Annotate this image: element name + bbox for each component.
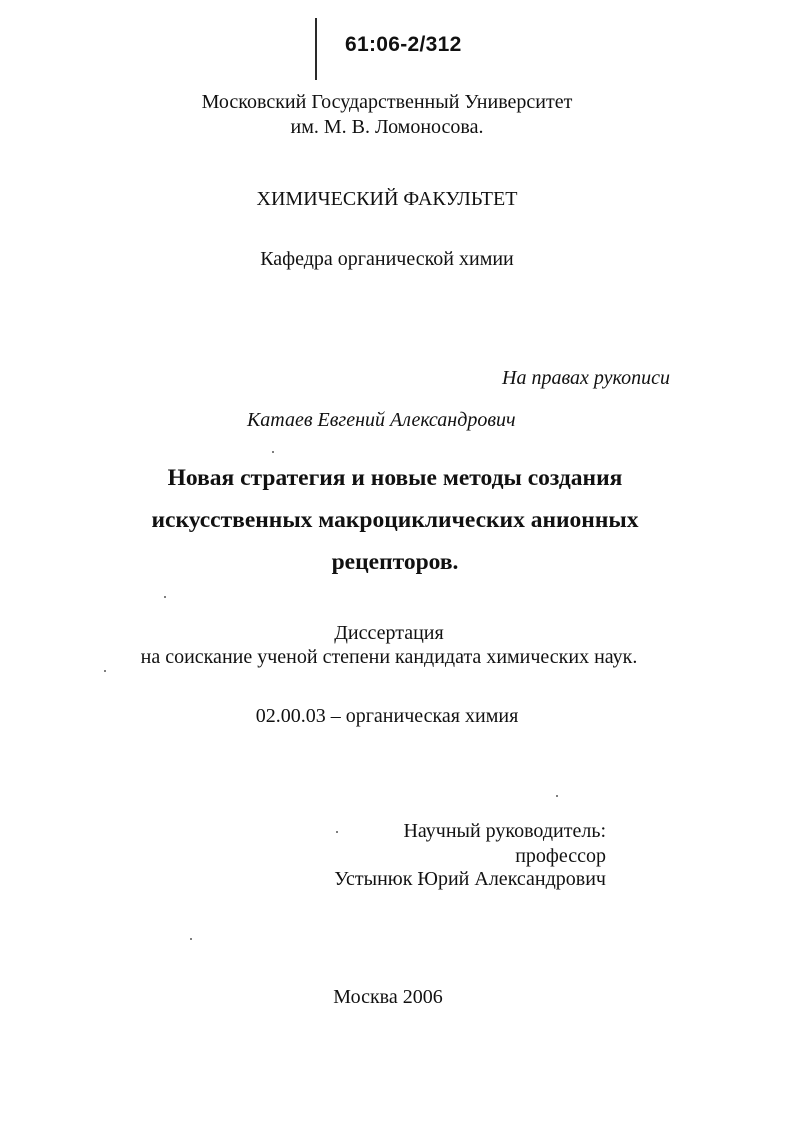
- supervisor-label: Научный руководитель:: [403, 820, 606, 842]
- place-and-year: Москва 2006: [333, 986, 443, 1008]
- archive-stamp-code: 61:06-2/312: [345, 33, 462, 56]
- scan-speck: [336, 831, 338, 833]
- institution-name: Московский Государственный Университет: [201, 91, 573, 113]
- institution-named-after: им. М. В. Ломоносова.: [290, 116, 484, 138]
- specialty-code: 02.00.03 – органическая химия: [255, 705, 519, 727]
- supervisor-name: Устынюк Юрий Александрович: [334, 868, 606, 890]
- manuscript-rights-note: На правах рукописи: [502, 367, 670, 389]
- degree-sought: на соискание ученой степени кандидата химических наук.: [140, 646, 638, 668]
- scan-speck: [190, 938, 192, 940]
- scan-speck: [104, 670, 106, 672]
- stamp-divider-line: [315, 18, 317, 80]
- work-type: Диссертация: [334, 622, 444, 644]
- dissertation-title-line-2: искусственных макроциклических анионных: [151, 507, 639, 533]
- dissertation-title-line-1: Новая стратегия и новые методы создания: [167, 465, 623, 491]
- supervisor-rank: профессор: [515, 845, 606, 867]
- scan-speck: [164, 596, 166, 598]
- faculty-heading: ХИМИЧЕСКИЙ ФАКУЛЬТЕТ: [256, 188, 518, 210]
- scan-speck: [556, 795, 558, 797]
- department-name: Кафедра органической химии: [260, 248, 514, 270]
- dissertation-title-line-3: рецепторов.: [331, 549, 459, 575]
- author-name: Катаев Евгений Александрович: [247, 409, 516, 431]
- scan-speck: [272, 451, 274, 453]
